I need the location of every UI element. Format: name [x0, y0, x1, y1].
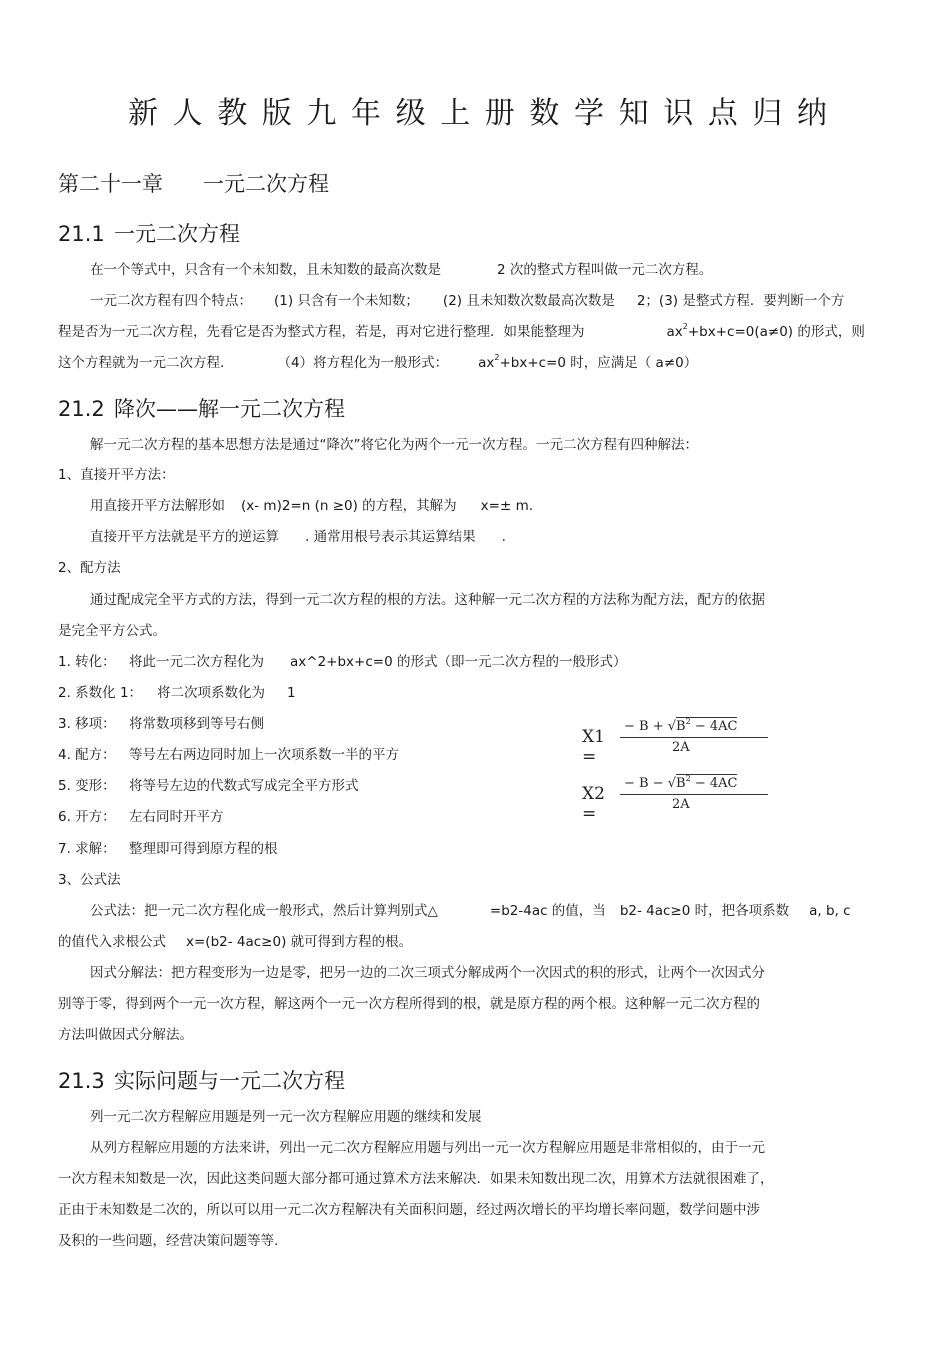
- paragraph: 的值代入求根公式 x=(b2- 4ac≥0) 就可得到方程的根。: [58, 934, 413, 950]
- paragraph: 是完全平方公式。: [58, 623, 166, 639]
- section-heading-21-1: [58, 218, 240, 248]
- paragraph: 及积的一些问题，经营决策问题等等.: [58, 1233, 279, 1249]
- paragraph: 别等于零，得到两个一元一次方程，解这两个一元一次方程所得到的根，就是原方程的两个根。这种解一元二次方程的: [58, 996, 760, 1012]
- section-number: 21.1: [58, 222, 105, 246]
- paragraph: 一元二次方程有四个特点： (1) 只含有一个未知数； (2) 且未知数次数最高次数是 2；(3) 是整式方程．要判断一个方: [90, 293, 845, 309]
- paragraph: 通过配成完全平方式的方法，得到一元二次方程的根的方法。这种解一元二次方程的方法称为配方法，配方的依据: [90, 592, 765, 608]
- section-title: 实际问题与一元二次方程: [114, 1069, 345, 1093]
- paragraph: 这个方程就为一元二次方程． （4）将方程化为一般形式： $ax^2+bx+c=0$ 时，应满足（ a≠0）: [58, 353, 698, 371]
- page-title: 新人教版九年级上册数学知识点归纳: [128, 96, 842, 131]
- method-heading: 3、公式法: [58, 872, 121, 888]
- section-title: 降次——解一元二次方程: [114, 397, 345, 421]
- paragraph: 用直接开平方法解形如 (x- m)2=n (n ≥0) 的方程，其解为 x=± m.: [90, 498, 534, 514]
- paragraph: 因式分解法：把方程变形为一边是零，把另一边的二次三项式分解成两个一次因式的积的形式，让两个一次因式分: [90, 965, 765, 981]
- step-item: 5. 变形： 将等号左边的代数式写成完全平方形式: [58, 778, 359, 794]
- paragraph: 直接开平方法就是平方的逆运算 . 通常用根号表示其运算结果 .: [90, 529, 506, 545]
- step-item: 3. 移项： 将常数项移到等号右侧: [58, 716, 264, 732]
- step-item: 6. 开方： 左右同时开平方: [58, 809, 224, 825]
- step-item: 2. 系数化 1： 将二次项系数化为 1: [58, 685, 296, 701]
- paragraph: 在一个等式中，只含有一个未知数，且未知数的最高次数是 2 次的整式方程叫做一元二次方程。: [90, 262, 713, 278]
- section-number: 21.2: [58, 397, 105, 421]
- paragraph: 列一元二次方程解应用题是列一元一次方程解应用题的继续和发展: [90, 1109, 482, 1125]
- paragraph: 一次方程未知数是一次，因此这类问题大部分都可通过算术方法来解决．如果未知数出现二次，用算术方法就很困难了，: [58, 1171, 774, 1187]
- paragraph: 方法叫做因式分解法。: [58, 1027, 193, 1043]
- step-item: 1. 转化： 将此一元二次方程化为 ax^2+bx+c=0 的形式（即一元二次方程的一般形式）: [58, 654, 627, 670]
- chapter-label: 第二十一章: [58, 172, 163, 196]
- section-heading-21-2: [58, 393, 345, 423]
- paragraph: 从列方程解应用题的方法来讲，列出一元二次方程解应用题与列出一元一次方程解应用题是非常相似的，由于一元: [90, 1140, 765, 1156]
- paragraph: 程是否为一元二次方程，先看它是否为整式方程，若是，再对它进行整理．如果能整理为 $ax^2+bx+c=0(a\ne 0)$ 的形式，则: [58, 322, 865, 340]
- method-heading: 2、配方法: [58, 560, 121, 576]
- section-number: 21.3: [58, 1069, 105, 1093]
- paragraph: 公式法：把一元二次方程化成一般形式，然后计算判别式△ =b2-4ac 的值，当 b2- 4ac≥0 时，把各项系数 a, b, c: [90, 903, 851, 919]
- section-heading-21-3: [58, 1065, 345, 1095]
- step-item: 7. 求解： 整理即可得到原方程的根: [58, 841, 278, 857]
- step-item: 4. 配方： 等号左右两边同时加上一次项系数一半的平方: [58, 747, 399, 763]
- method-heading: 1、直接开平方法：: [58, 467, 175, 483]
- section-title: 一元二次方程: [114, 222, 240, 246]
- chapter-heading: [58, 168, 329, 198]
- chapter-name: 一元二次方程: [203, 172, 329, 196]
- paragraph: 解一元二次方程的基本思想方法是通过“降次”将它化为两个一元一次方程。一元二次方程有四种解法：: [90, 437, 698, 453]
- paragraph: 正由于未知数是二次的，所以可以用一元二次方程解决有关面积问题，经过两次增长的平均增长率问题，数学问题中涉: [58, 1202, 760, 1218]
